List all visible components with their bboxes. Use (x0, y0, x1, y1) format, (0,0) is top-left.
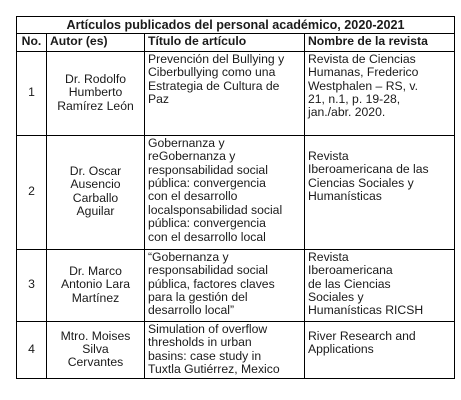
journal-line: Revista (308, 148, 349, 163)
journal-cell (305, 321, 455, 379)
author-line: Dr. Oscar (69, 164, 122, 178)
author-line: Carballo (72, 190, 119, 205)
journal-line: Humanas, Frederico (308, 65, 419, 80)
row-number: 2 (17, 135, 47, 249)
author-line: Cervantes (67, 355, 124, 370)
title-line: desarrollo local” (148, 303, 235, 318)
article-title-cell (145, 51, 305, 135)
journal-line: Revista de Ciencias (308, 51, 416, 66)
title-line: localsponsabilidad social (148, 202, 283, 217)
title-line: Estrategia de Cultura de (148, 78, 280, 93)
header-title: Título de artículo (145, 34, 305, 51)
author-line: Ramírez León (57, 98, 134, 113)
author-line: Dr. Rodolfo (65, 71, 126, 86)
journal-line: jan./abr. 2020. (308, 105, 386, 120)
row-number: 1 (17, 51, 47, 135)
article-title-cell (145, 249, 305, 321)
title-line: pública: convergencia (148, 216, 266, 231)
header-author: Autor (es) (47, 34, 145, 51)
title-line: Ciberbullying como una (148, 65, 276, 80)
author-line: Martínez (71, 290, 120, 305)
title-line: con el desarrollo (148, 189, 238, 204)
table-header-row (17, 34, 455, 51)
header-no: No. (17, 34, 47, 51)
journal-line: Iberoamericana de las (308, 162, 429, 177)
journal-line: Westphalen – RS, v. (308, 78, 418, 93)
publications-table-container (16, 16, 455, 379)
author-cell (47, 51, 145, 135)
publications-table (16, 16, 455, 379)
table-row (17, 321, 455, 379)
article-title-cell (145, 321, 305, 379)
title-line: basins: case study in (148, 348, 262, 363)
title-line: para la gestión del (148, 290, 248, 305)
table-title: Artículos publicados del personal académico, 2020-2021 (17, 17, 455, 34)
journal-line: River Research and (308, 328, 416, 343)
author-cell (47, 321, 145, 379)
journal-cell (305, 249, 455, 321)
title-line: reGobernanza y (148, 149, 236, 164)
journal-line: Revista (308, 249, 349, 264)
title-line: Gobernanza y (148, 135, 225, 150)
author-line: Aguilar (76, 204, 115, 219)
title-line: thresholds in urban (148, 335, 252, 350)
table-row (17, 249, 455, 321)
journal-cell (305, 135, 455, 249)
title-line: con el desarrollo local (148, 229, 266, 244)
journal-line: 21, n.1, p. 19-28, (308, 92, 401, 107)
journal-line: Sociales y (308, 290, 364, 305)
header-journal: Nombre de la revista (305, 34, 455, 51)
title-line: Tuxtla Gutiérrez, Mexico (148, 362, 280, 377)
title-line: “Gobernanza y (148, 249, 229, 264)
journal-line: Humanísticas RICSH (308, 303, 424, 318)
journal-line: de las Ciencias (308, 276, 391, 291)
row-number: 3 (17, 249, 47, 321)
author-line: Mtro. Moises (60, 328, 131, 343)
author-line: Ausencio (70, 177, 121, 192)
journal-line: Applications (308, 342, 374, 357)
title-line: Paz (148, 92, 170, 107)
author-line: Dr. Marco (69, 263, 122, 278)
author-line: Antonio Lara (60, 277, 131, 292)
journal-line: Ciencias Sociales y (308, 175, 414, 190)
journal-cell (305, 51, 455, 135)
title-line: pública, factores claves (148, 276, 275, 291)
row-number: 4 (17, 321, 47, 379)
table-row (17, 51, 455, 135)
table-caption-row (17, 17, 455, 34)
author-cell (47, 135, 145, 249)
title-line: Simulation of overflow (148, 321, 268, 336)
title-line: responsabilidad social (148, 263, 268, 278)
title-line: pública: convergencia (148, 176, 266, 191)
author-line: Humberto (68, 85, 123, 100)
article-title-cell (145, 135, 305, 249)
table-row (17, 135, 455, 249)
title-line: Prevención del Bullying y (148, 51, 285, 66)
journal-line: Humanísticas (308, 189, 382, 204)
title-line: responsabilidad social (148, 162, 268, 177)
author-line: Silva (82, 341, 109, 356)
author-cell (47, 249, 145, 321)
journal-line: Iberoamericana (308, 263, 393, 278)
